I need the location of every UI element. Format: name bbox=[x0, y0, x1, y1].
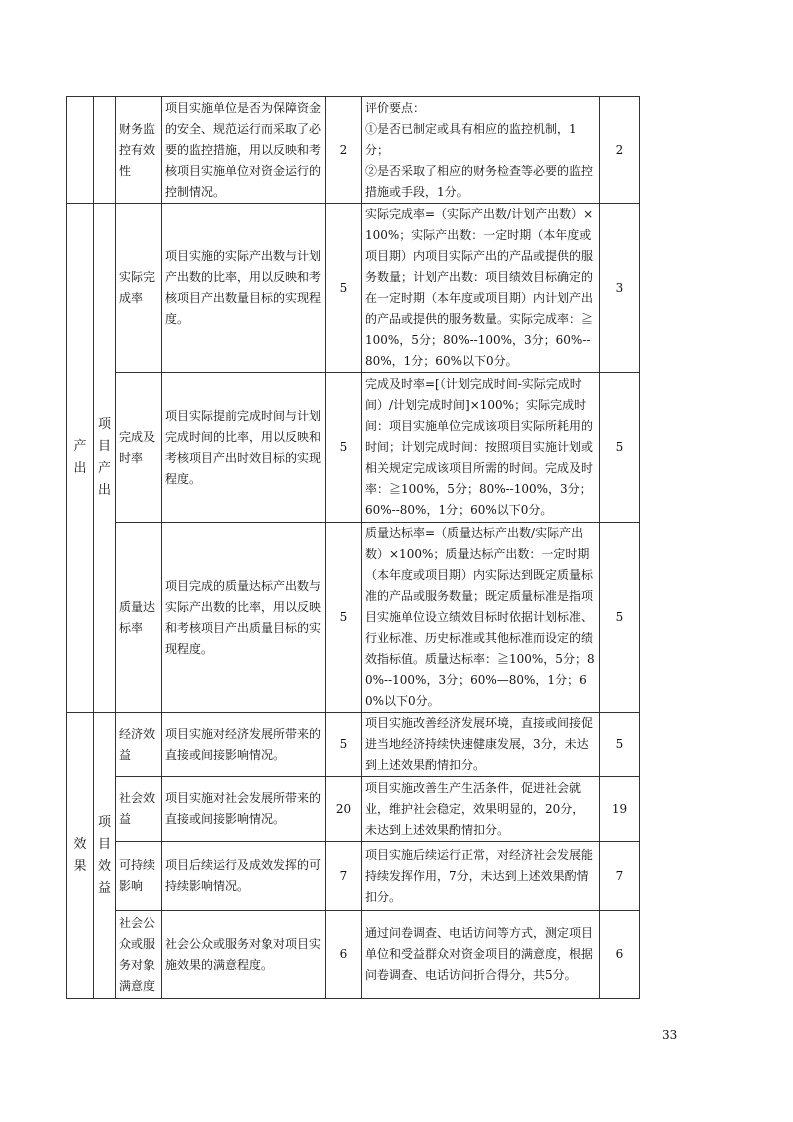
indicator-cell: 财务监控有效性 bbox=[116, 97, 162, 204]
indicator-cell: 经济效益 bbox=[116, 713, 162, 777]
category-label: 效果 bbox=[73, 836, 87, 874]
table-row bbox=[67, 842, 640, 911]
subcategory-cell bbox=[94, 713, 116, 999]
indicator-cell: 实际完成率 bbox=[116, 204, 162, 373]
subcategory-cell-empty bbox=[94, 97, 116, 204]
indicator-cell: 质量达标率 bbox=[116, 523, 162, 713]
score-cell: 7 bbox=[600, 842, 640, 911]
criteria-cell bbox=[362, 97, 600, 204]
description-cell: 项目实际提前完成时间与计划完成时间的比率，用以反映和考核项目产出时效目标的实现程度。 bbox=[162, 373, 326, 523]
category-cell-empty bbox=[67, 97, 94, 204]
description-cell: 社会公众或服务对象对项目实施效果的满意程度。 bbox=[162, 911, 326, 999]
criteria-cell: 项目实施改善经济发展环境，直接或间接促进当地经济持续快速健康发展，3分，未达到上述效果酌情扣分。 bbox=[362, 713, 600, 777]
weight-cell: 5 bbox=[326, 373, 362, 523]
description-cell: 项目实施对社会发展所带来的直接或间接影响情况。 bbox=[162, 777, 326, 842]
weight-cell: 5 bbox=[326, 713, 362, 777]
indicator-cell: 可持续影响 bbox=[116, 842, 162, 911]
description-cell: 项目实施的实际产出数与计划产出数的比率，用以反映和考核项目产出数量目标的实现程度。 bbox=[162, 204, 326, 373]
category-label: 产出 bbox=[73, 439, 87, 476]
weight-cell: 5 bbox=[326, 204, 362, 373]
evaluation-table bbox=[66, 96, 640, 999]
criteria-cell: 质量达标率=（质量达标产出数/实际产出数）×100%；质量达标产出数：一定时期（本年度或项目期）内实际达到既定质量标准的产品或服务数量；既定质量标准是指项目实施单位设立绩效目标时依据计划标准、行业标准、历史标准或其他标准而设定的绩效指标值。质量达标率：≧100%，5分；80%--100%，3分；60%—80%，1分；60%以下0分。 bbox=[362, 523, 600, 713]
table-row bbox=[67, 713, 640, 777]
score-cell: 6 bbox=[600, 911, 640, 999]
indicator-cell: 社会公众或服务对象满意度 bbox=[116, 911, 162, 999]
table-row bbox=[67, 523, 640, 713]
criteria-cell: 项目实施改善生产生活条件，促进社会就业，维护社会稳定，效果明显的，20分，未达到上述效果酌情扣分。 bbox=[362, 777, 600, 842]
subcategory-label: 项目产出 bbox=[97, 417, 111, 498]
criteria-cell: 实际完成率=（实际产出数/计划产出数）×100%；实际产出数：一定时期（本年度或项目期）内项目实际产出的产品或提供的服务数量；计划产出数：项目绩效目标确定的在一定时期（本年度或项目期）内计划产出的产品或提供的服务数量。实际完成率：≧100%，5分；80%--100%，3分；60%--80%，1分；60%以下0分。 bbox=[362, 204, 600, 373]
subcategory-cell bbox=[94, 204, 116, 713]
score-cell: 19 bbox=[600, 777, 640, 842]
criteria-cell: 完成及时率=[（计划完成时间-实际完成时间）/计划完成时间]×100%；实际完成时间：项目实施单位完成该项目实际所耗用的时间；计划完成时间：按照项目实施计划或相关规定完成该项目所需的时间。完成及时率：≧100%，5分；80%--100%，3分；60%--80%，1分；60%以下0分。 bbox=[362, 373, 600, 523]
criteria-line: ②是否采取了相应的财务检查等必要的监控措施或手段，1分。 bbox=[365, 163, 594, 199]
weight-cell: 7 bbox=[326, 842, 362, 911]
score-cell: 2 bbox=[600, 97, 640, 204]
description-cell: 项目完成的质量达标产出数与实际产出数的比率，用以反映和考核项目产出质量目标的实现程度。 bbox=[162, 523, 326, 713]
weight-cell: 5 bbox=[326, 523, 362, 713]
weight-cell: 6 bbox=[326, 911, 362, 999]
criteria-line: ①是否已制定或具有相应的监控机制，1分； bbox=[365, 121, 577, 157]
indicator-cell: 社会效益 bbox=[116, 777, 162, 842]
criteria-cell: 项目实施后续运行正常，对经济社会发展能持续发挥作用，7分，未达到上述效果酌情扣分。 bbox=[362, 842, 600, 911]
score-cell: 5 bbox=[600, 523, 640, 713]
score-cell: 5 bbox=[600, 713, 640, 777]
category-cell bbox=[67, 713, 94, 999]
score-cell: 3 bbox=[600, 204, 640, 373]
score-cell: 5 bbox=[600, 373, 640, 523]
weight-cell: 20 bbox=[326, 777, 362, 842]
table-row bbox=[67, 97, 640, 204]
table-row bbox=[67, 204, 640, 373]
criteria-line: 评价要点： bbox=[365, 100, 426, 115]
table-row bbox=[67, 373, 640, 523]
category-cell bbox=[67, 204, 94, 713]
weight-cell: 2 bbox=[326, 97, 362, 204]
indicator-cell: 完成及时率 bbox=[116, 373, 162, 523]
subcategory-label: 项目效益 bbox=[97, 814, 111, 896]
description-cell: 项目后续运行及成效发挥的可持续影响情况。 bbox=[162, 842, 326, 911]
description-cell: 项目实施对经济发展所带来的直接或间接影响情况。 bbox=[162, 713, 326, 777]
description-cell: 项目实施单位是否为保障资金的安全、规范运行而采取了必要的监控措施，用以反映和考核项目实施单位对资金运行的控制情况。 bbox=[162, 97, 326, 204]
criteria-cell: 通过问卷调查、电话访问等方式，测定项目单位和受益群众对资金项目的满意度，根据问卷调查、电话访问折合得分，共5分。 bbox=[362, 911, 600, 999]
page-number: 33 bbox=[662, 1028, 678, 1042]
table-row bbox=[67, 777, 640, 842]
table-row bbox=[67, 911, 640, 999]
